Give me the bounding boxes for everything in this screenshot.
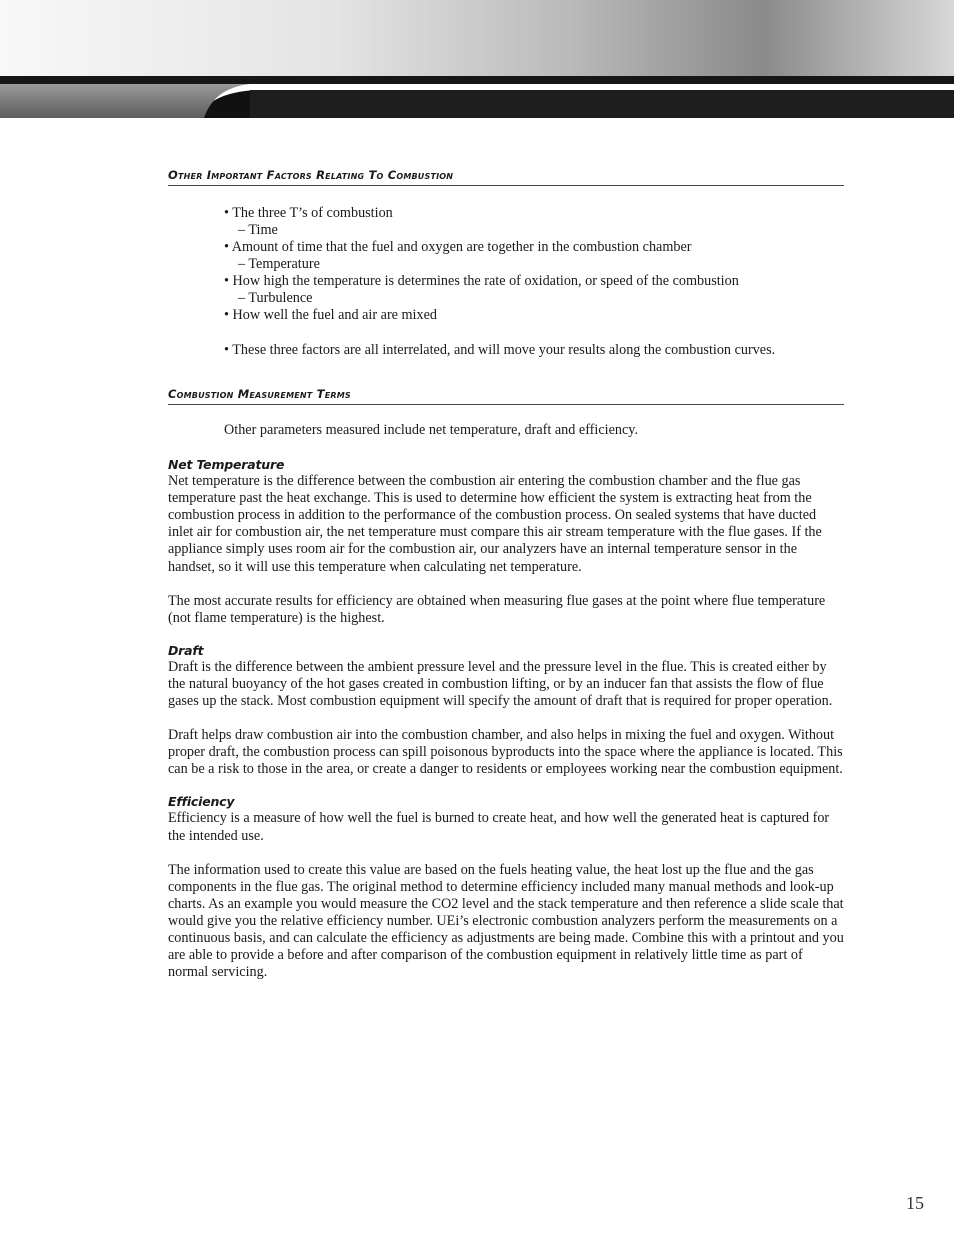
- list-item: • The three T’s of combustion: [224, 205, 393, 221]
- efficiency-paragraph-1: Efficiency is a measure of how well the fuel is burned to create heat, and how well the generated heat is captured for the intended use.: [168, 810, 830, 844]
- list-item: – Temperature: [238, 256, 320, 272]
- net-temperature-paragraph-2: The most accurate results for efficiency are obtained when measuring flue gases at the point where flue temperature (not flame temperature) is the highest.: [168, 592, 826, 626]
- page-number: 15: [906, 1193, 924, 1213]
- efficiency-paragraph-2: The information used to create this value are based on the fuels heating value, the heat lost up the flue and the gas components in the flue gas. The original method to determine efficiency included many manual methods and look-up charts. As an example you would measure the CO2 level and the stack temperature and then reference a slide scale that would give you the relative efficiency number. UEi’s electronic combustion analyzers perform the measurements on a continuous basis, and can calculate the efficiency as adjustments are being made. Combine this with a printout and you are able to provide a before and after comparison of the combustion equipment in relatively little time as part of normal servicing.: [168, 861, 844, 981]
- list-item: • How well the fuel and air are mixed: [224, 307, 437, 323]
- section-heading-measurement-terms: Combustion Measurement Terms: [168, 385, 844, 405]
- section-heading-other-factors: Other Important Factors Relating To Combustion: [168, 166, 844, 186]
- draft-paragraph-1: Draft is the difference between the ambient pressure level and the pressure level in the flue. This is created either by the natural buoyancy of the hot gases created in combustion lifting, or by an inducer fan that assists the flow of flue gases up the stack. Most combustion equipment will specify the amount of draft that is required for proper operation.: [168, 658, 833, 710]
- list-item: – Time: [238, 222, 278, 238]
- list-spacer: [224, 324, 844, 342]
- list-item: • Amount of time that the fuel and oxygen are together in the combustion chamber: [224, 239, 692, 255]
- net-temperature-paragraph-1: Net temperature is the difference between the combustion air entering the combustion chamber and the flue gas temperature past the heat exchange. This is used to determine how efficient the system is extracting heat from the combustion process in addition to the performance of the combustion process. On sealed systems that have ducted inlet air for combustion air, the net temperature must compare this air stream temperature with the flue gases. If the appliance simply uses room air for the combustion air, our analyzers have an internal temperature sensor in the handset, so it will use this temperature when calculating net temperature.: [168, 473, 822, 575]
- subheading-net-temperature: Net Temperature: [168, 457, 285, 473]
- subheading-efficiency: Efficiency: [168, 794, 235, 810]
- combustion-factors-list: [168, 205, 844, 359]
- list-item: • How high the temperature is determines the rate of oxidation, or speed of the combustion: [224, 273, 739, 289]
- page-content: [168, 166, 844, 981]
- list-item: • These three factors are all interrelated, and will move your results along the combustion curves.: [224, 342, 776, 358]
- intro-paragraph: Other parameters measured include net temperature, draft and efficiency.: [224, 422, 638, 438]
- list-item: – Turbulence: [238, 290, 313, 306]
- subheading-draft: Draft: [168, 642, 204, 658]
- header-band: [0, 0, 954, 122]
- draft-paragraph-2: Draft helps draw combustion air into the combustion chamber, and also helps in mixing the fuel and oxygen. Without proper draft, the combustion process can spill poisonous byproducts into the space where the appliance is located. This can be a risk to those in the area, or create a danger to residents or employees working near the combustion equipment.: [168, 727, 843, 778]
